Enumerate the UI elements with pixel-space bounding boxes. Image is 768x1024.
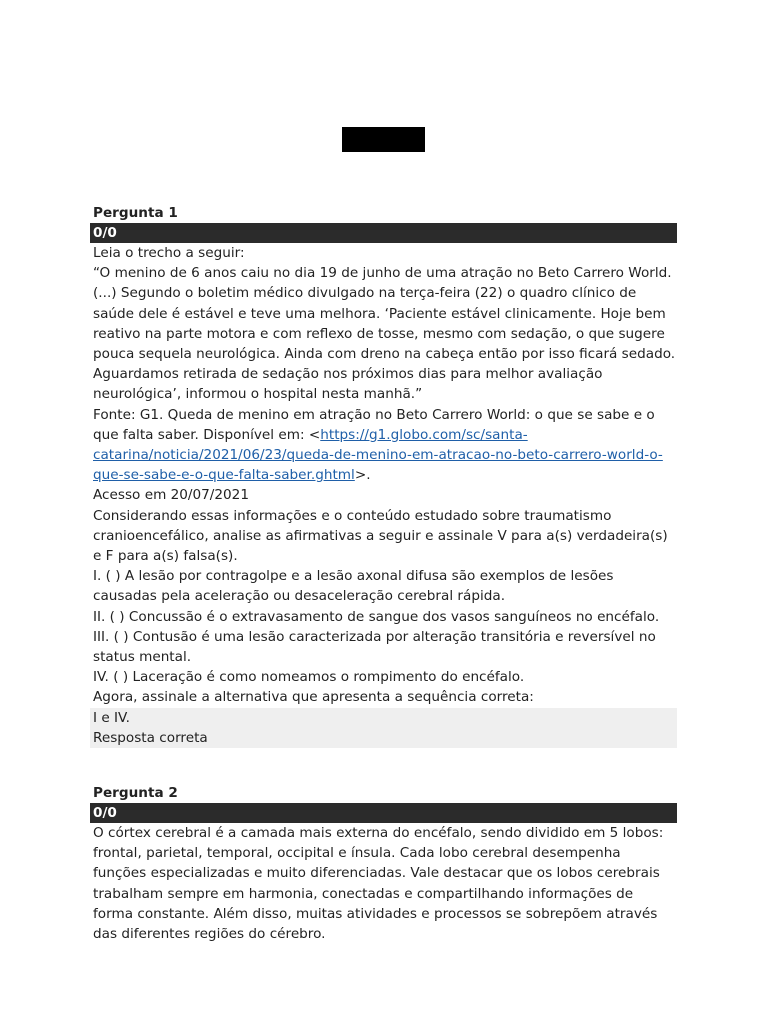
statement-4: IV. ( ) Laceração é como nomeamos o rompimento do encéfalo. <box>93 669 525 686</box>
answer-box <box>90 708 677 748</box>
question-title: Pergunta 1 <box>93 205 178 221</box>
statement-1: I. ( ) A lesão por contragolpe e a lesão axonal difusa são exemplos de lesões causadas pela aceleração ou desaceleração cerebral rápida. <box>93 568 614 605</box>
selected-answer: I e IV. <box>93 709 130 726</box>
question-prompt: Agora, assinale a alternativa que apresenta a sequência correta: <box>93 689 534 706</box>
question-1 <box>93 201 677 748</box>
question-spacer <box>93 748 677 781</box>
answer-status: Resposta correta <box>93 729 208 746</box>
question-title: Pergunta 2 <box>93 785 178 802</box>
question-line: Acesso em 20/07/2021 <box>93 487 249 504</box>
question-line: Leia o trecho a seguir: <box>93 245 245 261</box>
question-paragraph: O córtex cerebral é a camada mais externa do encéfalo, sendo dividido em 5 lobos: frontal, parietal, temporal, occipital e ínsula. Cada lobo cerebral desempenha funções especializadas e muito diferenciadas. Vale destacar que os lobos cerebrais trabalham sempre em harmonia, conectadas e compartilhando informações de forma constante. Além disso, muitas atividades e processos se sobrepõem através das diferentes regiões do cérebro. <box>93 825 664 943</box>
source-link[interactable]: https://g1.globo.com/sc/santa-catarina/noticia/2021/06/23/queda-de-menino-em-atracao-no-beto-carrero-world-o-que-se-sabe-e-o-que-falta-saber.ghtml <box>93 426 663 484</box>
question-text <box>93 823 677 944</box>
score-bar: 0/0 <box>90 803 677 823</box>
quiz-content <box>93 201 677 944</box>
question-text <box>93 243 677 708</box>
question-2 <box>93 781 677 944</box>
question-line: Considerando essas informações e o conteúdo estudado sobre traumatismo cranioencefálico, analise as afirmativas a seguir e assinale V para a(s) verdadeira(s) e F para a(s) falsa(s). <box>93 507 668 565</box>
statement-3: III. ( ) Contusão é uma lesão caracterizada por alteração transitória e reversível no status mental. <box>93 628 656 666</box>
question-quote: “O menino de 6 anos caiu no dia 19 de junho de uma atração no Beto Carrero World. (...) Segundo o boletim médico divulgado na terça-feira (22) o quadro clínico de saúde dele é estável e teve uma melhora. ‘Paciente estável clinicamente. Hoje bem reativo na parte motora e com reflexo de tosse, mesmo com sedação, o que sugere pouca sequela neurológica. Ainda com dreno na cabeça então por isso ficará sedado. Aguardamos retirada de sedação nos próximos dias para melhor avaliação neurológica’, informou o hospital nesta manhã.” <box>93 265 676 403</box>
source-suffix: >. <box>354 467 371 484</box>
statement-2: II. ( ) Concussão é o extravasamento de sangue dos vasos sanguíneos no encéfalo. <box>93 608 660 625</box>
source-citation <box>93 405 677 486</box>
source-prefix: Fonte: G1. Queda de menino em atração no Beto Carrero World: o que se sabe e o que falta saber. Disponível em: < <box>93 406 655 443</box>
score-bar: 0/0 <box>90 223 677 243</box>
redacted-header-block <box>342 127 425 152</box>
